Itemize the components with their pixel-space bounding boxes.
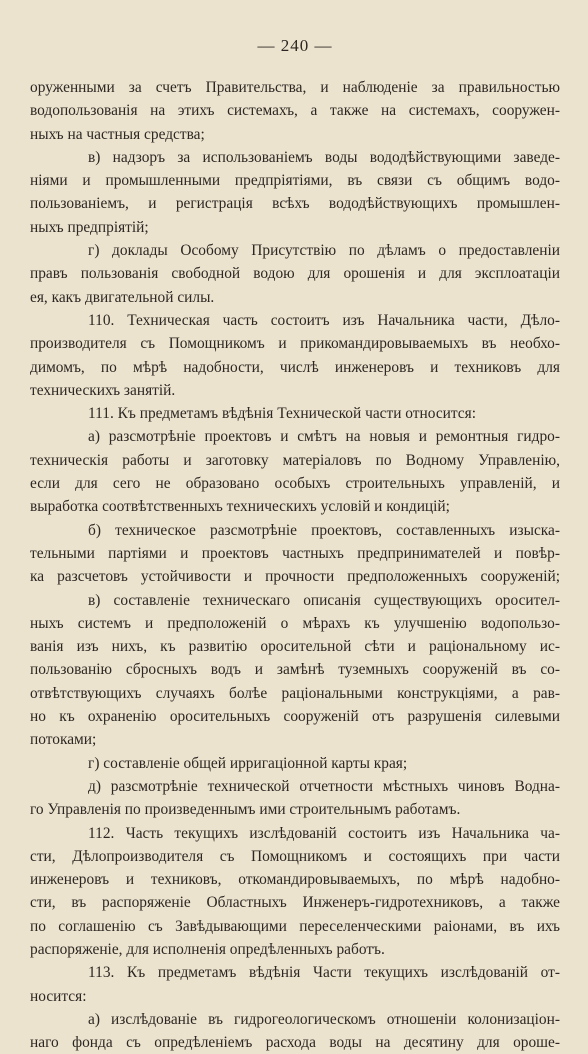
text-line: в) надзоръ за использованіемъ воды вододѣйствующими заведе- [88,148,560,166]
body-text [30,76,560,1054]
text-line: отвѣтствующихъ случаяхъ болѣе раціональными конструкціями, а рав- [30,684,560,702]
text-line: б) техническое разсмотрѣніе проектовъ, составленныхъ изыска- [88,521,560,539]
text-line: распоряженіе, для исполненія опредѣленныхъ работъ. [30,940,385,958]
text-line: техническихъ занятій. [30,381,176,399]
text-line: правъ пользованія свободной водою для орошенія и для эксплоатаціи [30,265,560,283]
text-line: 113. Къ предметамъ вѣдѣнія Части текущихъ изслѣдованій от- [88,964,560,982]
text-line: ванія изъ нихъ, къ развитію оросительной сѣти и раціональному ис- [30,638,560,656]
text-line: г) доклады Особому Присутствію по дѣламъ о предоставленіи [88,242,560,260]
text-line: пользованію сбросныхъ водъ и замѣнѣ туземныхъ сооруженій въ со- [30,661,560,679]
page-number: — 240 — [257,36,333,55]
text-line: д) разсмотрѣніе технической отчетности мѣстныхъ чиновъ Водна- [88,777,560,795]
text-line: г) составленіе общей ирригаціонной карты края; [88,754,408,772]
text-line: а) изслѣдованіе въ гидрогеологическомъ отношеніи колонизаціон- [88,1010,560,1028]
text-line: ныхъ системъ и предположеній о мѣрахъ къ улучшенію водопользо- [30,614,560,632]
text-line: наго фонда съ опредѣленіемъ расхода воды на десятину для ороше- [30,1034,560,1052]
text-line: ея, какъ двигательной силы. [30,288,215,306]
text-line: сти, Дѣлопроизводителя съ Помощникомъ и состоящихъ при части [30,847,560,865]
text-line: выработка соотвѣтственныхъ техническихъ условій и кондицій; [30,498,450,516]
text-line: техническія работы и заготовку матеріаловъ по Водному Управленію, [30,451,560,469]
text-line: в) составленіе техническаго описанія существующихъ оросител- [88,591,560,609]
text-line: потоками; [30,731,97,749]
text-line: ка разсчетовъ устойчивости и прочности предположенныхъ сооруженій; [30,568,560,586]
text-line: оруженными за счетъ Правительства, и наблюденіе за правильностью [30,79,560,96]
text-line: но къ охраненію оросительныхъ сооруженій отъ разрушенія силевыми [30,708,560,726]
text-line: сти, въ распоряженіе Областныхъ Инженеръ-гидротехниковъ, а также [30,894,560,912]
text-line: тельными партіями и проектовъ частныхъ предпринимателей и повѣр- [30,544,560,562]
text-line: водопользованія на этихъ системахъ, а также на системахъ, сооружен- [30,102,560,120]
text-line: производителя съ Помощникомъ и прикомандировываемыхъ въ необхо- [30,335,560,353]
text-line: 111. Къ предметамъ вѣдѣнія Технической части относится: [88,405,476,423]
text-line: 112. Часть текущихъ изслѣдованій состоитъ изъ Начальника ча- [88,824,560,842]
text-line: 110. Техническая часть состоитъ изъ Начальника части, Дѣло- [88,311,560,329]
text-line: ніями и промышленными предпріятіями, въ связи съ общимъ водо- [30,172,560,190]
text-line: ныхъ предпріятій; [30,218,149,236]
text-line: по соглашенію съ Завѣдывающими переселенческими раіонами, въ ихъ [30,917,560,935]
text-line: а) разсмотрѣніе проектовъ и смѣтъ на новыя и ремонтныя гидро- [88,428,560,446]
text-line: димомъ, по мѣрѣ надобности, числѣ инженеровъ и техниковъ для [30,358,560,376]
text-line: носится: [30,987,87,1005]
text-line: пользованіемъ, и регистрація всѣхъ вододѣйствующихъ промышлен- [30,195,560,213]
text-line: го Управленія по произведеннымъ ими строительнымъ работамъ. [30,801,461,819]
text-line: ныхъ на частныя средства; [30,125,205,143]
text-line: если для сего не образовано особыхъ строительныхъ управленій, и [30,475,560,493]
text-line: инженеровъ и техниковъ, откомандировываемыхъ, по мѣрѣ надобно- [30,871,560,889]
